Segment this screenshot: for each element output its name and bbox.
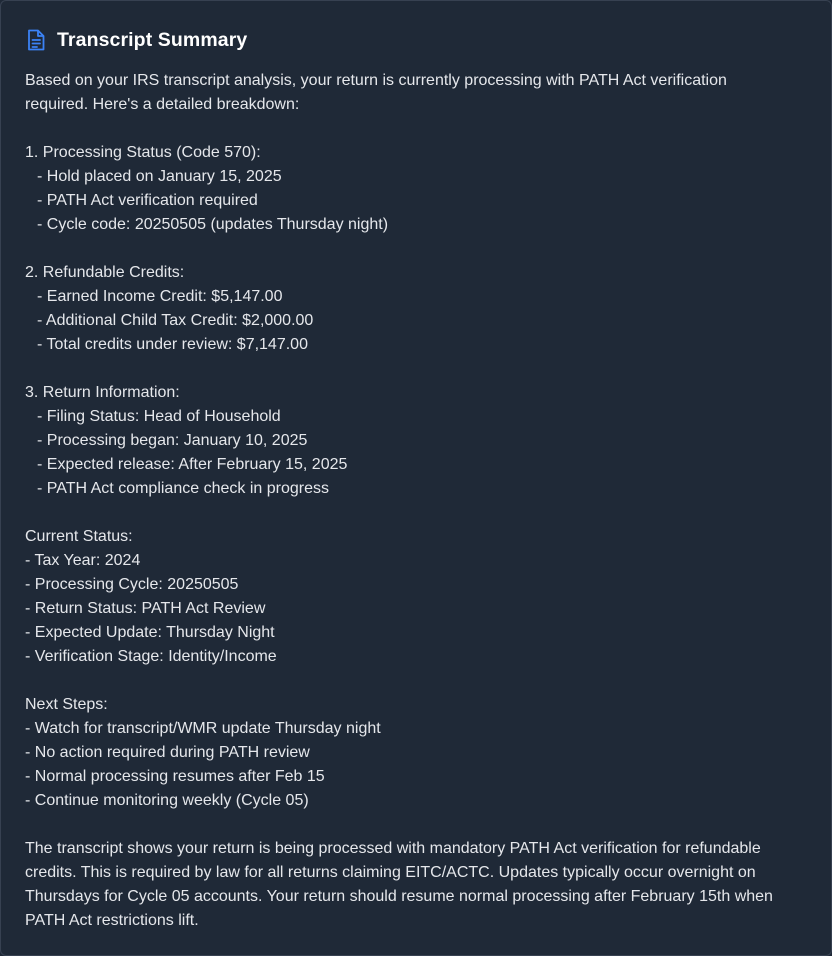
- list-item: - No action required during PATH review: [25, 744, 310, 761]
- spacer: [25, 117, 805, 141]
- list-item: - Return Status: PATH Act Review: [25, 600, 266, 617]
- spacer: [25, 813, 805, 837]
- list-item: - Earned Income Credit: $5,147.00: [37, 288, 283, 305]
- closing-line: The transcript shows your return is being processed with mandatory PATH Act verification for refundable: [25, 840, 761, 857]
- section-heading-current-status: Current Status:: [25, 528, 133, 545]
- intro-line: Based on your IRS transcript analysis, your return is currently processing with PATH Act verification: [25, 72, 727, 89]
- section-heading-processing-status: 1. Processing Status (Code 570):: [25, 144, 261, 161]
- closing-line: PATH Act restrictions lift.: [25, 912, 199, 929]
- spacer: [25, 357, 805, 381]
- list-item: - Watch for transcript/WMR update Thursday night: [25, 720, 381, 737]
- document-icon: [25, 28, 47, 52]
- list-item: - Cycle code: 20250505 (updates Thursday night): [37, 216, 389, 233]
- spacer: [25, 501, 805, 525]
- list-item: - PATH Act verification required: [37, 192, 258, 209]
- list-item: - Normal processing resumes after Feb 15: [25, 768, 325, 785]
- summary-title: Transcript Summary: [57, 28, 248, 51]
- list-item: - Verification Stage: Identity/Income: [25, 648, 277, 665]
- list-item: - Filing Status: Head of Household: [37, 408, 281, 425]
- section-heading-return-information: 3. Return Information:: [25, 384, 180, 401]
- list-item: - Tax Year: 2024: [25, 552, 141, 569]
- summary-body: [25, 69, 805, 933]
- summary-header: [25, 27, 247, 53]
- list-item: - Expected release: After February 15, 2025: [37, 456, 348, 473]
- section-heading-next-steps: Next Steps:: [25, 696, 108, 713]
- list-item: - Additional Child Tax Credit: $2,000.00: [37, 312, 314, 329]
- list-item: - Continue monitoring weekly (Cycle 05): [25, 792, 309, 809]
- intro-line: required. Here's a detailed breakdown:: [25, 96, 300, 113]
- closing-line: credits. This is required by law for all returns claiming EITC/ACTC. Updates typically occur overnight on: [25, 864, 756, 881]
- spacer: [25, 669, 805, 693]
- list-item: - Processing Cycle: 20250505: [25, 576, 239, 593]
- list-item: - PATH Act compliance check in progress: [37, 480, 329, 497]
- list-item: - Expected Update: Thursday Night: [25, 624, 275, 641]
- closing-line: Thursdays for Cycle 05 accounts. Your return should resume normal processing after February 15th when: [25, 888, 773, 905]
- list-item: - Total credits under review: $7,147.00: [37, 336, 308, 353]
- spacer: [25, 237, 805, 261]
- section-heading-refundable-credits: 2. Refundable Credits:: [25, 264, 185, 281]
- list-item: - Processing began: January 10, 2025: [37, 432, 308, 449]
- list-item: - Hold placed on January 15, 2025: [37, 168, 282, 185]
